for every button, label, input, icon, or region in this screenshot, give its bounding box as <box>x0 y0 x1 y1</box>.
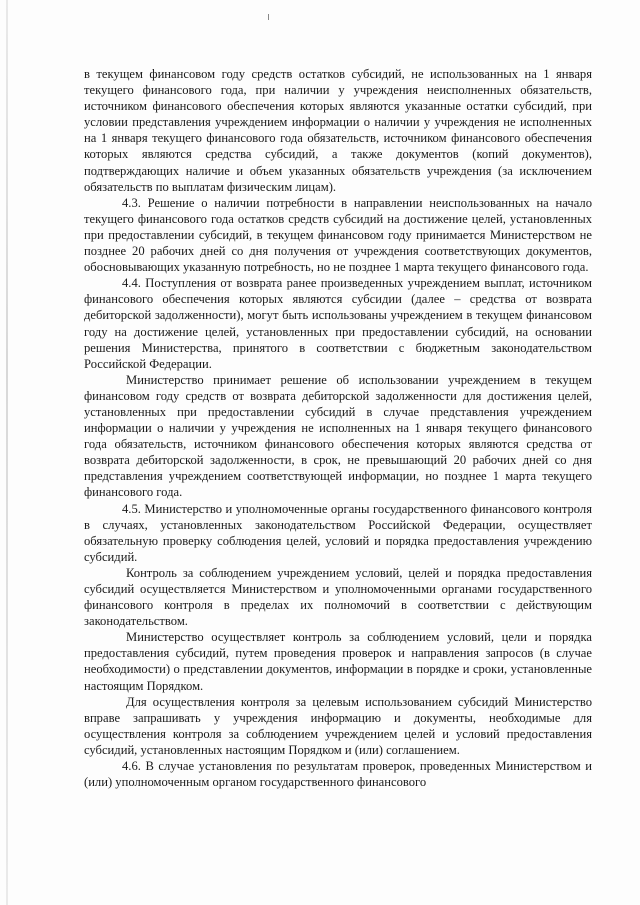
paragraph: Для осуществления контроля за целевым использованием субсидий Министерство вправе запрашивать у учреждения информацию и документы, необходимые для осуществления контроля за соблюдением учреждением целей и условий предоставления субсидий, установленных настоящим Порядком и (или) соглашением. <box>84 694 592 757</box>
paragraph: 4.5. Министерство и уполномоченные органы государственного финансового контроля в случаях, установленных законодательством Российской Федерации, осуществляет обязательную проверку соблюдения целей, условий и порядка предоставления учреждению субсидий. <box>84 501 592 564</box>
scan-edge <box>6 0 8 905</box>
paragraph: 4.6. В случае установления по результатам проверок, проведенных Министерством и (или) уполномоченным органом государственного финансового <box>84 759 592 790</box>
scan-mark <box>268 14 269 20</box>
paragraph: Министерство осуществляет контроль за соблюдением условий, цели и порядка предоставления субсидий, путем проведения проверок и направления запросов (в случае необходимости) о представлении документов, информации в порядке и сроки, установленные настоящим Порядком. <box>84 630 592 693</box>
body-text <box>84 66 592 790</box>
paragraph: в текущем финансовом году средств остатков субсидий, не использованных на 1 января текущего финансового года, при наличии у учреждения неисполненных обязательств, источником финансового обеспечения которых являются указанные остатки субсидий, при условии представления учреждением информации о наличии у учреждения не исполненных на 1 января текущего финансового года обязательств, источником финансового обеспечения которых являются средства субсидий, а также документов (копий документов), подтверждающих наличие и объем указанных обязательств учреждения (за исключением обязательств по выплатам физическим лицам). <box>84 67 592 194</box>
paragraph: 4.4. Поступления от возврата ранее произведенных учреждением выплат, источником финансового обеспечения которых являются субсидии (далее – средства от возврата дебиторской задолженности), могут быть использованы учреждением в текущем финансовом году на достижение целей, установленных при предоставлении субсидий, на основании решения Министерства, принятого в соответствии с бюджетным законодательством Российской Федерации. <box>84 276 592 371</box>
paragraph: Контроль за соблюдением учреждением условий, целей и порядка предоставления субсидий осуществляется Министерством и уполномоченными органами государственного финансового контроля в пределах их полномочий в соответствии с действующим законодательством. <box>84 565 592 629</box>
paragraph: Министерство принимает решение об использовании учреждением в текущем финансовом году средств от возврата дебиторской задолженности для достижения целей, установленных при предоставлении субсидий в случае представления учреждением информации о наличии у учреждения не исполненных на 1 января текущего финансового года обязательств, источником финансового обеспечения которых являются средства от возврата дебиторской задолженности, в срок, не превышающий 20 рабочих дней со дня представления учреждением соответствующей информации, но позднее 1 марта текущего финансового года. <box>84 372 592 500</box>
paragraph: 4.3. Решение о наличии потребности в направлении неиспользованных на начало текущего финансового года остатков средств субсидий на достижение целей, установленных при предоставлении субсидий, в текущем финансовом году принимается Министерством не позднее 20 рабочих дней со дня получения от учреждения соответствующих документов, обосновывающих указанную потребность, но не позднее 1 марта текущего финансового года. <box>84 195 592 275</box>
